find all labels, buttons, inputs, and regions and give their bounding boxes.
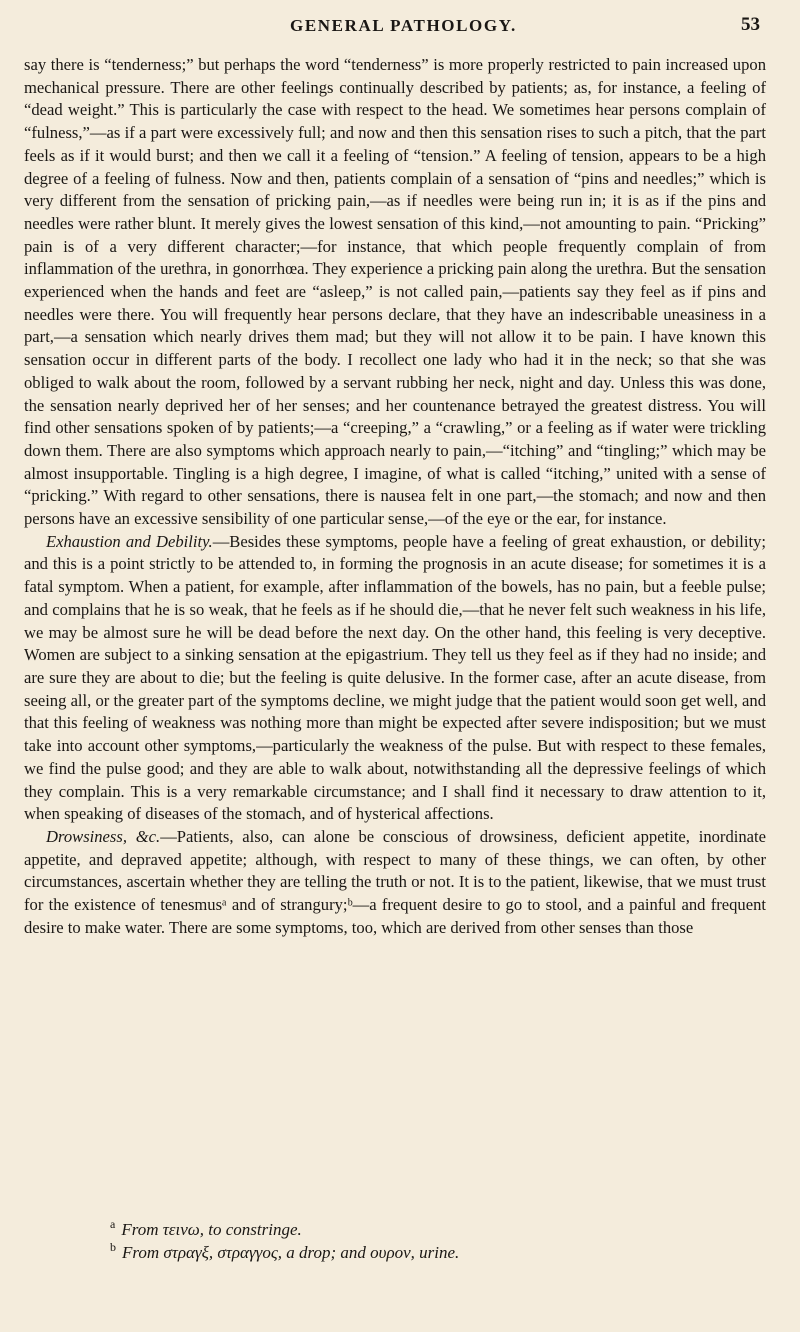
paragraph-drowsiness bbox=[24, 826, 766, 940]
footnote-marker: b bbox=[110, 1240, 116, 1255]
page-number: 53 bbox=[741, 14, 760, 35]
footnote-marker: a bbox=[110, 1217, 116, 1232]
paragraph-text: —Besides these symptoms, people have a feeling of great exhaustion, or debility; and this is a point strictly to be attended to, in forming the prognosis in an acute disease; for sometimes it is a fatal symptom. When a patient, for example, after inflammation of the bowels, has no pain, but a feeble pulse; and complains that he is so weak, that he feels as if he should die,—that he never felt such weakness in his life, we may be almost sure he will be dead before the next day. On the other hand, this feeling is very deceptive. Women are subject to a sinking sensation at the epigastrium. They tell us they feel as if they had no inside; and are sure they are about to die; but the feeling is quite delusive. In the former case, after an acute disease, from seeing all, or the greater part of the symptoms decline, we might judge that the patient would soon get well, and that this feeling of weakness was nothing more than might be expected after severe indisposition; but we must take into account other symptoms,—particularly the weakness of the pulse. But with respect to these females, we find the pulse good; and they are able to walk about, notwithstanding all the depressive feelings of which they complain. This is a very remarkable circumstance; and I shall find it necessary to draw attention to it, when speaking of diseases of the stomach, and of hysterical affections. bbox=[24, 531, 766, 824]
page-header bbox=[290, 14, 760, 40]
footnote-text: From στραγξ, στραγγος, a drop; and ουρον, urine. bbox=[122, 1243, 460, 1262]
section-lead-drowsiness: Drowsiness, &c. bbox=[46, 826, 161, 846]
running-head: GENERAL PATHOLOGY. bbox=[290, 16, 517, 35]
section-lead-exhaustion: Exhaustion and Debility. bbox=[46, 531, 213, 551]
paragraph-1 bbox=[24, 54, 766, 531]
footnote-text: From τεινω, to constringe. bbox=[121, 1220, 302, 1239]
paragraph-exhaustion bbox=[24, 531, 766, 826]
footnote-a bbox=[110, 1218, 750, 1241]
paragraph-text: say there is “tenderness;” but perhaps the word “tenderness” is more properly restricted to pain increased upon mechanical pressure. There are other feelings continually described by patients; as, for instance, a feeling of “dead weight.” This is particularly the case with respect to the head. We sometimes hear persons complain of “fulness,”—as if a part were excessively full; and now and then this sensation rises to such a pitch, that the part feels as if it would burst; and then we call it a feeling of “tension.” A feeling of tension, appears to be a high degree of a feeling of fulness. Now and then, patients complain of a sensation of “pins and needles;” which is very different from the sensation of pricking pain,—as if needles were being run in; it is as if the pins and needles were rather blunt. It merely gives the lowest sensation of this kind,—not amounting to pain. “Pricking” pain is of a very different character;—for instance, that which people frequently complain of from inflammation of the urethra, in gonorrhœa. They experience a pricking pain along the urethra. But the sensation experienced when the hands and feet are “asleep,” is not called pain,—patients say they feel as if pins and needles were there. You will frequently hear persons declare, that they have an indescribable uneasiness in a part,—a sensation which nearly drives them mad; but they will not allow it to be pain. I have known this sensation occur in different parts of the body. I recollect one lady who had it in the neck; so that she was obliged to walk about the room, followed by a servant rubbing her neck, night and day. Unless this was done, the sensation nearly deprived her of her senses; and her countenance betrayed the greatest distress. You will find other sensations spoken of by patients;—a “creeping,” a “crawling,” or a feeling as if water were trickling down them. There are also symptoms which approach nearly to pain,—“itching” and “tingling;” which may be almost insupportable. Tingling is a high degree, I imagine, of what is called “itching,” united with a sense of “pricking.” With regard to other sensations, there is nausea felt in one part,—the stomach; and now and then persons have an excessive sensibility of one particular sense,—of the eye or the ear, for instance. bbox=[24, 55, 766, 529]
paragraph-text: —Patients, also, can alone be conscious of drowsiness, deficient appetite, inordinate appetite, and depraved appetite; although, with respect to many of these things, we can often, by other circumstances, ascertain whether they are telling the truth or not. It is to the patient, likewise, that we must trust for the existence of tenesmusᵃ and of strangury;ᵇ—a frequent desire to go to stool, and a painful and frequent desire to make water. There are some symptoms, too, which are derived from other senses than those bbox=[24, 826, 766, 937]
footnote-b bbox=[110, 1241, 750, 1264]
footnotes bbox=[110, 1218, 750, 1264]
body-text bbox=[24, 54, 766, 939]
